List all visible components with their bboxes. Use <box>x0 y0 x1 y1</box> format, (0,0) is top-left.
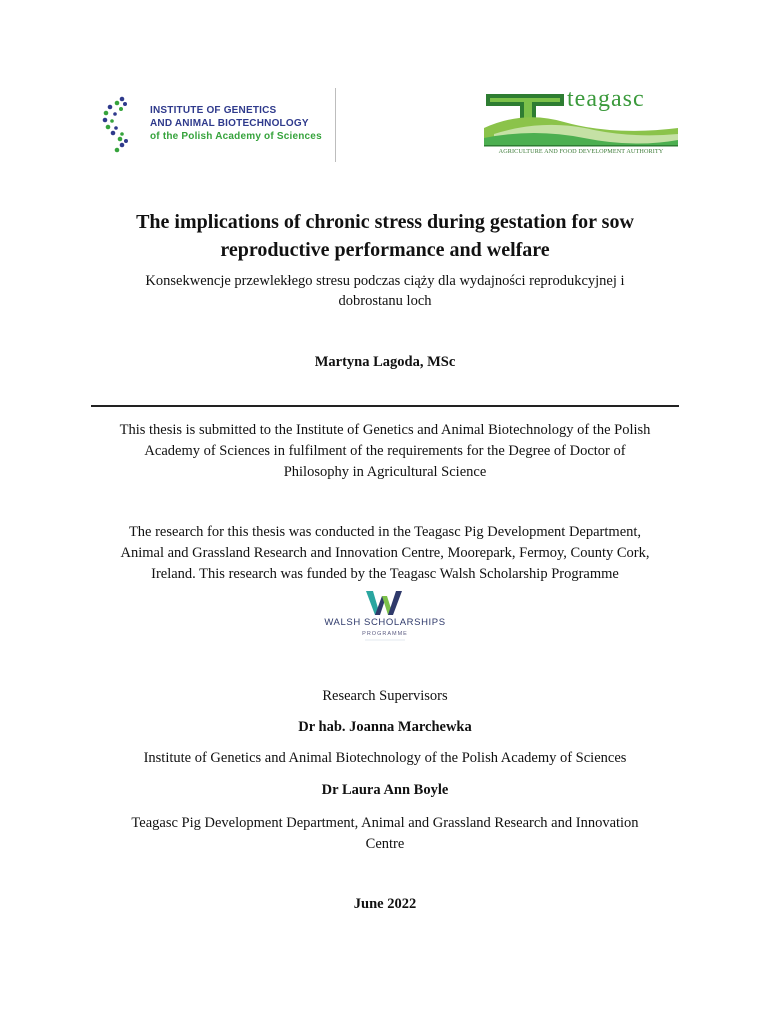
submission-line-3: Philosophy in Agricultural Science <box>283 464 487 480</box>
supervisor-2-name: Dr Laura Ann Boyle <box>321 782 449 798</box>
submission-date: June 2022 <box>353 896 417 912</box>
title-line-1: The implications of chronic stress during gestation for sow <box>136 211 634 233</box>
supervisor-2-affiliation-line-1: Teagasc Pig Development Department, Animal and Grassland Research and Innovation <box>131 815 639 831</box>
submission-line-2: Academy of Sciences in fulfilment of the requirements for the Degree of Doctor of <box>144 443 626 459</box>
igab-line-1: INSTITUTE OF GENETICS <box>150 105 277 116</box>
horizontal-rule <box>91 405 679 407</box>
logo-divider <box>335 88 336 162</box>
igab-line-2: AND ANIMAL BIOTECHNOLOGY <box>150 118 309 129</box>
igab-line-3: of the Polish Academy of Sciences <box>150 131 322 142</box>
thesis-subtitle-polish <box>0 271 770 311</box>
supervisor-2-affiliation <box>0 813 770 855</box>
igab-logo-text <box>150 104 322 143</box>
title-line-2: reproductive performance and welfare <box>220 239 550 261</box>
submission-line-1: This thesis is submitted to the Institute of Genetics and Animal Biotechnology of the Polish <box>119 422 651 438</box>
walsh-logo-line-1: WALSH SCHOLARSHIPS <box>324 617 446 628</box>
supervisor-2-affiliation-line-2: Centre <box>365 836 405 852</box>
author-name: Martyna Lagoda, MSc <box>314 354 456 370</box>
research-statement <box>0 522 770 585</box>
submission-statement <box>0 420 770 483</box>
walsh-logo-line-2: PROGRAMME <box>362 631 408 637</box>
research-line-1: The research for this thesis was conducted in the Teagasc Pig Development Department, <box>128 524 642 540</box>
research-line-2: Animal and Grassland Research and Innovation Centre, Moorepark, Fermoy, County Cork, <box>120 545 650 561</box>
teagasc-wordmark: teagasc <box>567 86 645 112</box>
thesis-title <box>0 208 770 264</box>
supervisor-1-name: Dr hab. Joanna Marchewka <box>298 719 472 735</box>
supervisors-heading: Research Supervisors <box>322 688 448 704</box>
research-line-3: Ireland. This research was funded by the Teagasc Walsh Scholarship Programme <box>151 566 619 582</box>
supervisor-1-affiliation: Institute of Genetics and Animal Biotechnology of the Polish Academy of Sciences <box>143 750 627 766</box>
subtitle-line-1: Konsekwencje przewlekłego stresu podczas ciąży dla wydajności reprodukcyjnej i <box>145 273 625 289</box>
teagasc-authority-text: AGRICULTURE AND FOOD DEVELOPMENT AUTHORITY <box>498 148 664 155</box>
subtitle-line-2: dobrostanu loch <box>338 293 432 309</box>
